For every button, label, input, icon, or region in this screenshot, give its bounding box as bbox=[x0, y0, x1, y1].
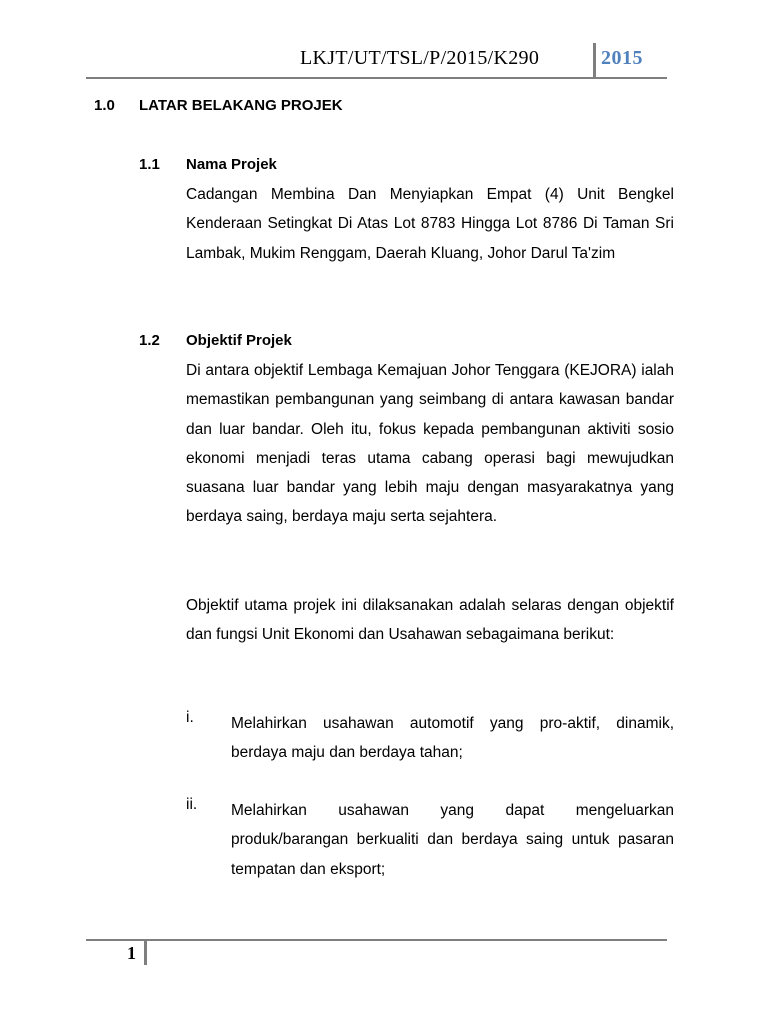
objective-paragraph-2: Objektif utama projek ini dilaksanakan adalah selaras dengan objektif dan fungsi Unit Ekonomi dan Usahawan sebagaimana berikut: bbox=[186, 597, 674, 644]
subsection-1-number: 1.1 bbox=[139, 156, 160, 173]
subsection-2-number: 1.2 bbox=[139, 332, 160, 349]
list-item-2-text: Melahirkan usahawan yang dapat mengeluarkan produk/barangan berkualiti dan berdaya saing untuk pasaran tempatan dan eksport; bbox=[231, 802, 674, 878]
list-item-1-marker: i. bbox=[186, 709, 194, 726]
page-number: 1 bbox=[127, 943, 136, 963]
subsection-1-title: Nama Projek bbox=[186, 156, 277, 173]
project-name-paragraph: Cadangan Membina Dan Menyiapkan Empat (4) Unit Bengkel Kenderaan Setingkat Di Atas Lot 8783 Hingga Lot 8786 Di Taman Sri Lambak, Mukim Renggam, Daerah Kluang, Johor Darul Ta'zim bbox=[186, 186, 674, 262]
document-reference: LKJT/UT/TSL/P/2015/K290 bbox=[300, 47, 540, 69]
document-year: 2015 bbox=[601, 47, 643, 69]
subsection-2-title: Objektif Projek bbox=[186, 332, 292, 349]
header-separator bbox=[593, 43, 596, 78]
footer-separator bbox=[144, 940, 147, 965]
objective-paragraph-1: Di antara objektif Lembaga Kemajuan Johor Tenggara (KEJORA) ialah memastikan pembangunan yang seimbang di antara kawasan bandar dan luar bandar. Oleh itu, fokus kepada pembangunan aktiviti sosio ekonomi menjadi teras utama cabang operasi bagi mewujudkan suasana luar bandar yang lebih maju dengan masyarakatnya yang berdaya saing, berdaya maju serta sejahtera. bbox=[186, 362, 674, 526]
section-title: LATAR BELAKANG PROJEK bbox=[139, 97, 343, 114]
section-number: 1.0 bbox=[94, 97, 115, 114]
list-item-1-text: Melahirkan usahawan automotif yang pro-aktif, dinamik, berdaya maju dan berdaya tahan; bbox=[231, 715, 674, 762]
footer-rule bbox=[86, 939, 667, 941]
header-rule bbox=[86, 77, 667, 79]
list-item-2-marker: ii. bbox=[186, 796, 198, 813]
